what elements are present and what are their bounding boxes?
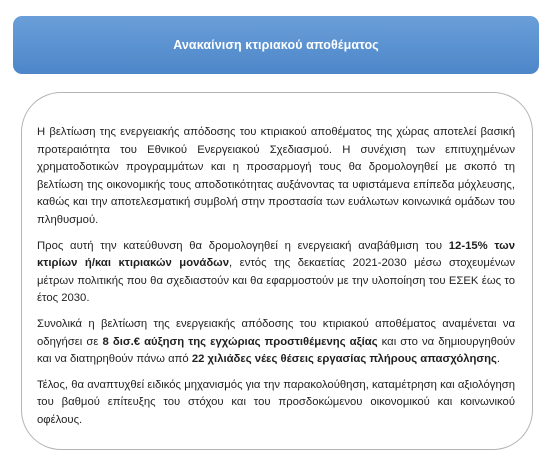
text-segment: και στο να δημιουργηθούν και να διατηρηθούν πάνω από	[37, 335, 515, 366]
paragraph-monitoring	[37, 377, 515, 430]
highlight-buildings-target: 12-15% των κτιρίων ή/και κτιριακών μονάδων	[37, 239, 515, 270]
header-title: Ανακαίνιση κτιριακού αποθέματος	[173, 38, 379, 52]
text-segment: Προς αυτή την κατεύθυνση θα δρομολογηθεί η ενεργειακή αναβάθμιση του	[37, 239, 449, 252]
paragraph-impact	[37, 316, 515, 369]
text-segment: , εντός της δεκαετίας 2021-2030 μέσω στοχευμένων μέτρων πολιτικής που θα σχεδιαστούν και θα εφαρμοστούν με την υλοποίηση του ΕΣΕΚ έως το έτος 2030.	[37, 257, 515, 305]
paragraph-target	[37, 238, 515, 308]
body-text	[37, 124, 515, 430]
text-segment: Τέλος, θα αναπτυχθεί ειδικός μηχανισμός για την παρακολούθηση, καταμέτρηση και αξιολόγηση του βαθμού επίτευξης του στόχου και του προσδοκώμενου οικονομικού και κοινωνικού οφέλους.	[37, 378, 515, 426]
paragraph-intro	[37, 124, 515, 230]
text-segment: Συνολικά η βελτίωση της ενεργειακής απόδοσης του κτιριακού αποθέματος αναμένεται να οδηγήσει σε	[37, 317, 515, 348]
highlight-jobs: 22 χιλιάδες νέες θέσεις εργασίας πλήρους απασχόλησης	[191, 353, 497, 366]
highlight-added-value: 8 δισ.€ αύξηση της εγχώριας προστιθέμενης αξίας	[102, 335, 378, 348]
header-banner	[13, 16, 539, 74]
text-segment: Η βελτίωση της ενεργειακής απόδοσης του κτιριακού αποθέματος της χώρας αποτελεί βασική προτεραιότητα του Εθνικού Ενεργειακού Σχεδιασμού. Η συνέχιση των επιτυχημένων χρηματοδοτικών προγραμμάτων και η προσαρμογή τους θα δρομολογηθεί με σκοπό τη βελτίωση της οικονομικής τους αποδοτικότητας αυξάνοντας τα υφιστάμενα επίπεδα μόχλευσης, καθώς και την αποτελεσματική συμβολή στην προστασία των ευάλωτων κοινωνικά ομάδων του πληθυσμού.	[37, 126, 515, 226]
text-segment: .	[496, 353, 501, 366]
